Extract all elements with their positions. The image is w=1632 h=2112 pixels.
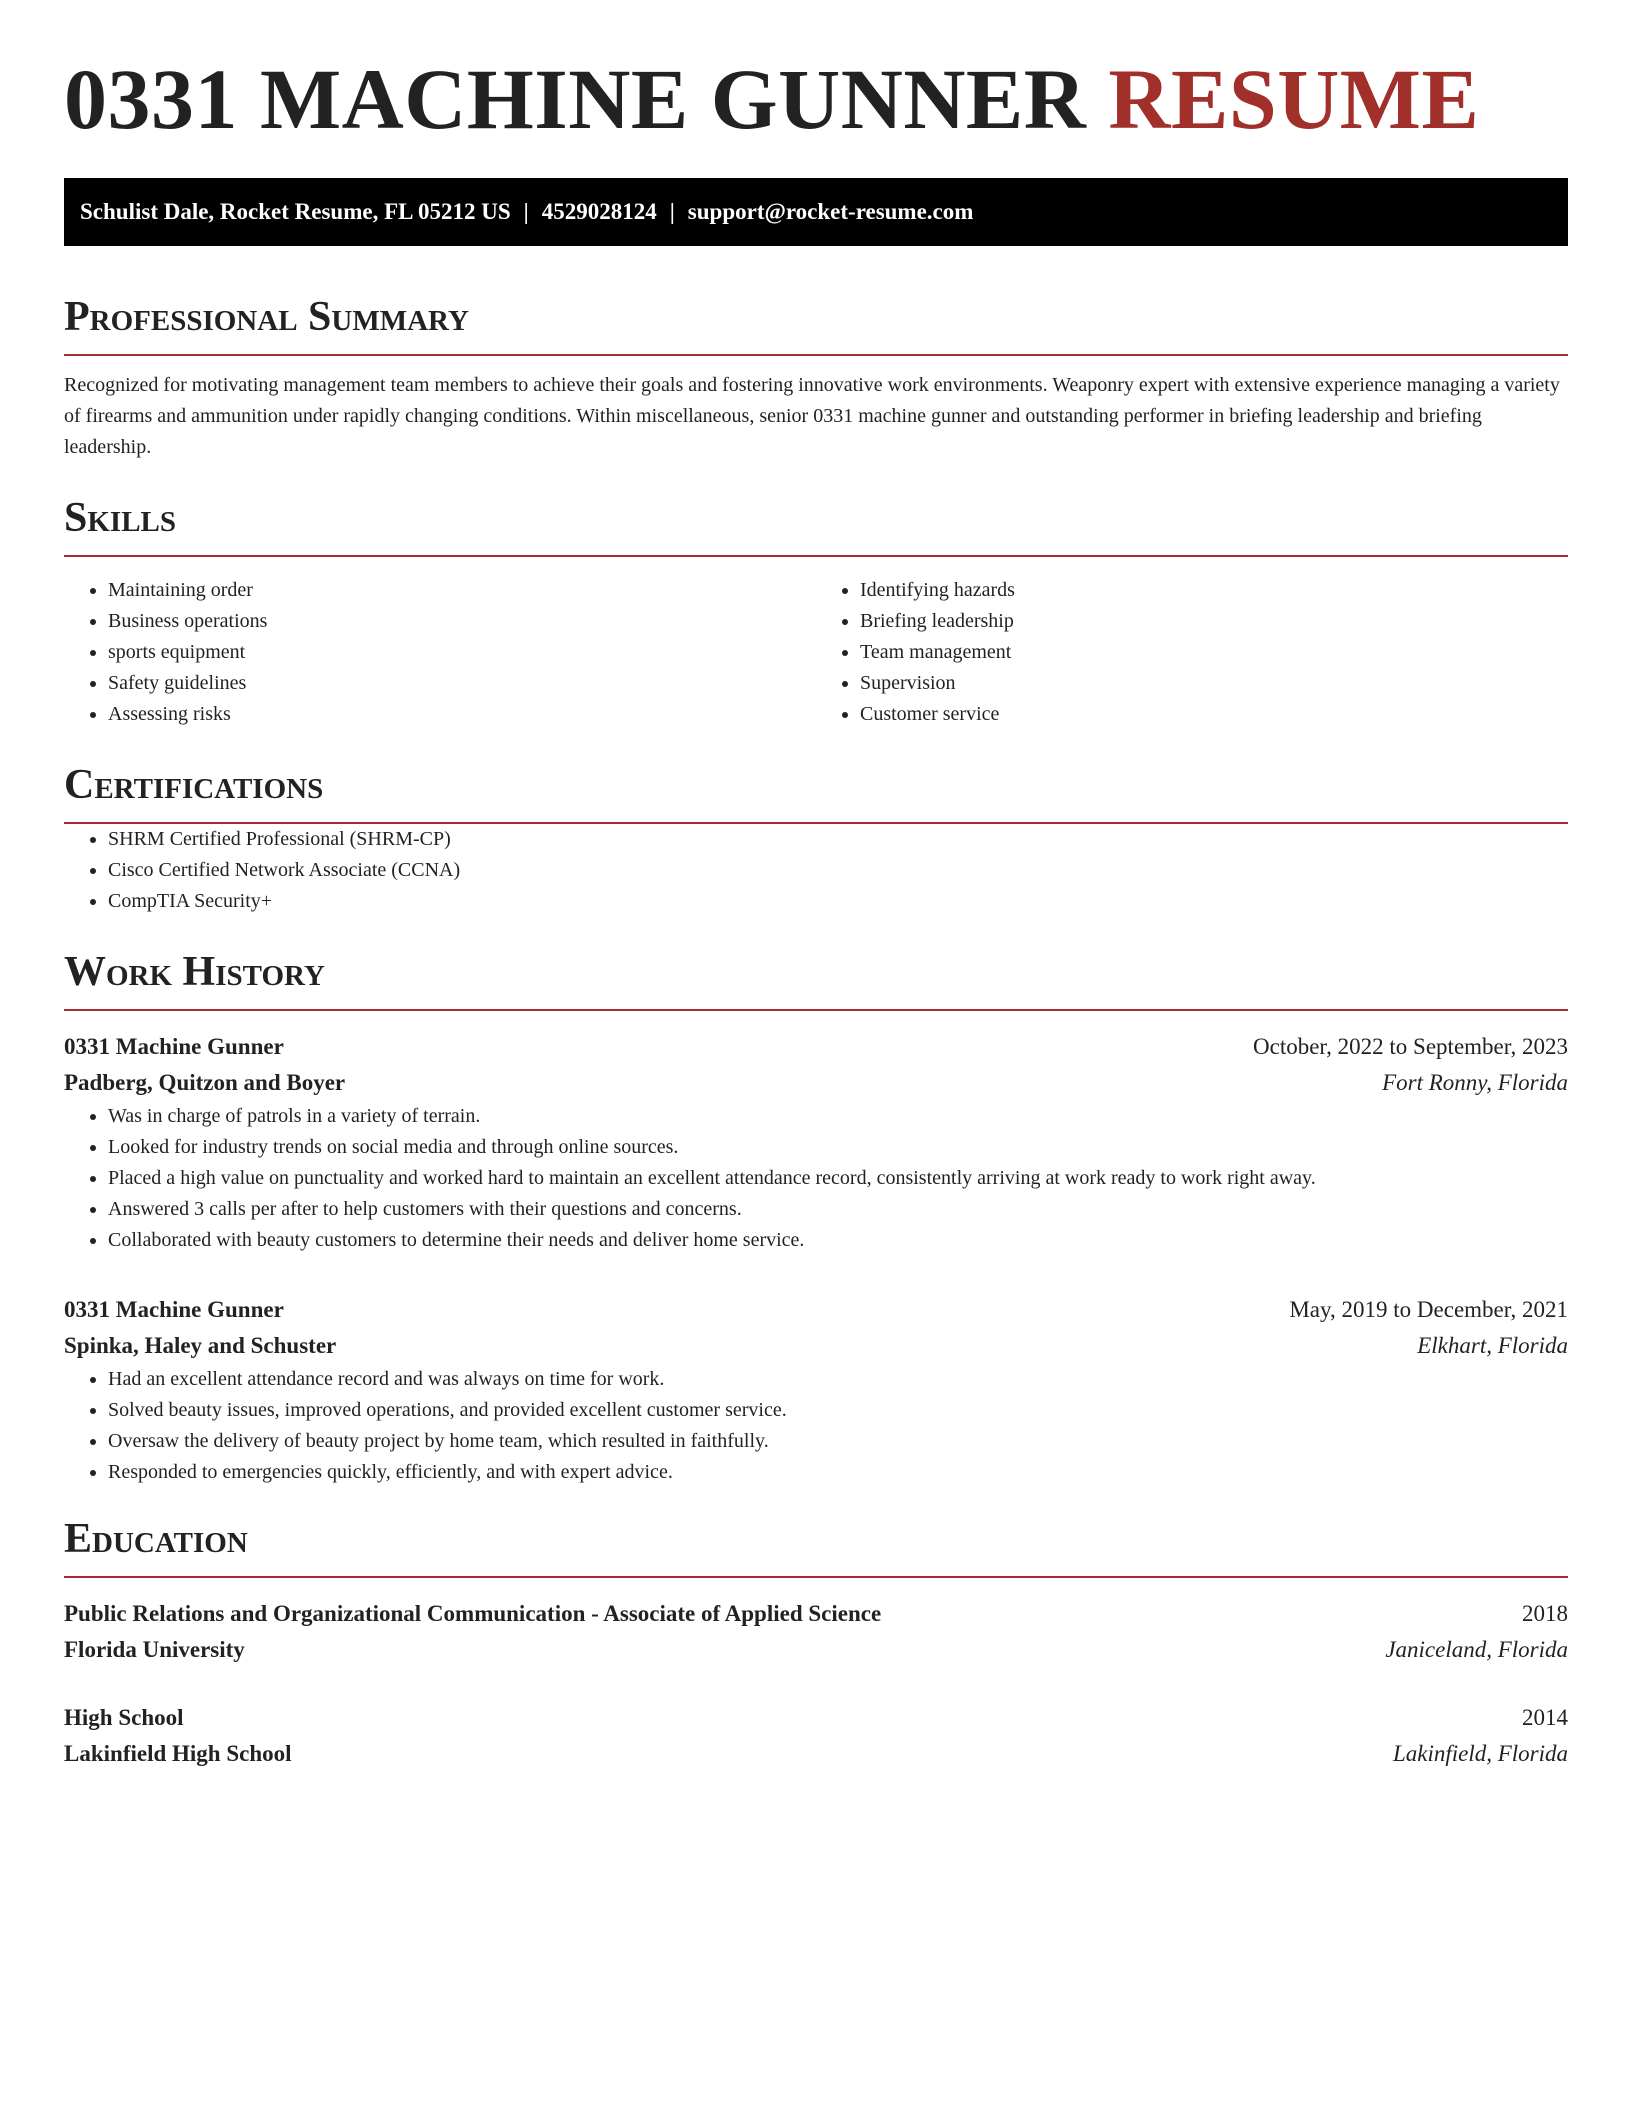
contact-bar [64, 178, 1568, 246]
skill-item: • Customer service [860, 699, 1568, 730]
job-duty: • Responded to emergencies quickly, efficiently, and with expert advice. [108, 1457, 1568, 1488]
education-entry [64, 1596, 1568, 1668]
skill-item: • Assessing risks [108, 699, 816, 730]
skill-item: • Business operations [108, 606, 816, 637]
job-duties-list [64, 1364, 1568, 1488]
contact-address: Schulist Dale, Rocket Resume, FL 05212 US [80, 199, 511, 224]
job-header-row [64, 1292, 1568, 1328]
job-company-row [64, 1065, 1568, 1101]
job-header-row [64, 1029, 1568, 1065]
education-school-row [64, 1736, 1568, 1772]
job-duty: • Looked for industry trends on social media and through online sources. [108, 1132, 1568, 1163]
job-duty: • Was in charge of patrols in a variety of terrain. [108, 1101, 1568, 1132]
education-degree-row [64, 1700, 1568, 1736]
certification-item: • SHRM Certified Professional (SHRM-CP) [108, 824, 1568, 855]
education-year: 2018 [1522, 1601, 1568, 1626]
title-accent: RESUME [1108, 51, 1480, 147]
certifications-heading: Certifications [64, 762, 324, 808]
job-location: Fort Ronny, Florida [1382, 1070, 1568, 1095]
skill-item: • Supervision [860, 668, 1568, 699]
summary-text: Recognized for motivating management team members to achieve their goals and fostering innovative work environments. Weaponry expert with extensive experience managing a variety of firearms and ammunition under rapidly changing conditions. Within miscellaneous, senior 0331 machine gunner and outstanding performer in briefing leadership and briefing leadership. [64, 374, 1560, 458]
job-duty: • Answered 3 calls per after to help customers with their questions and concerns. [108, 1194, 1568, 1225]
job-title: 0331 Machine Gunner [64, 1297, 284, 1322]
certifications-list [64, 824, 1568, 917]
job-duty: • Had an excellent attendance record and was always on time for work. [108, 1364, 1568, 1395]
education-entry [64, 1700, 1568, 1772]
job-location: Elkhart, Florida [1417, 1333, 1568, 1358]
title-main: 0331 MACHINE GUNNER [64, 51, 1087, 147]
resume-title [64, 51, 1568, 147]
skill-item: • Team management [860, 637, 1568, 668]
job-title: 0331 Machine Gunner [64, 1034, 284, 1059]
education-school: Florida University [64, 1637, 245, 1662]
skills-column-right [816, 575, 1568, 730]
section-divider [64, 354, 1568, 356]
skills-heading: Skills [64, 495, 177, 541]
skills-list-left [64, 575, 816, 730]
education-degree: High School [64, 1705, 184, 1730]
education-school: Lakinfield High School [64, 1741, 292, 1766]
job-entry [64, 1292, 1568, 1488]
job-duty: • Placed a high value on punctuality and worked hard to maintain an excellent attendance record, consistently arriving at work ready to work right away. [108, 1163, 1568, 1194]
education-heading: Education [64, 1516, 248, 1562]
summary-heading: Professional Summary [64, 294, 469, 340]
work-history-heading: Work History [64, 949, 325, 995]
education-school-row [64, 1632, 1568, 1668]
contact-phone[interactable]: 4529028124 [541, 199, 657, 224]
contact-separator: | [669, 199, 675, 224]
section-divider [64, 1009, 1568, 1011]
contact-email[interactable]: support@rocket-resume.com [687, 199, 974, 224]
job-duties-list [64, 1101, 1568, 1256]
job-dates: May, 2019 to December, 2021 [1289, 1297, 1568, 1322]
education-location: Lakinfield, Florida [1392, 1741, 1568, 1766]
contact-separator: | [523, 199, 529, 224]
skills-column-left [64, 575, 816, 730]
education-degree: Public Relations and Organizational Communication - Associate of Applied Science [64, 1601, 882, 1626]
skill-item: • Maintaining order [108, 575, 816, 606]
job-dates: October, 2022 to September, 2023 [1253, 1034, 1568, 1059]
education-year: 2014 [1522, 1705, 1568, 1730]
skills-list-right [816, 575, 1568, 730]
skill-item: • sports equipment [108, 637, 816, 668]
section-divider [64, 555, 1568, 557]
skill-item: • Identifying hazards [860, 575, 1568, 606]
certification-item: • Cisco Certified Network Associate (CCNA) [108, 855, 1568, 886]
skills-grid [64, 575, 1568, 730]
certification-item: • CompTIA Security+ [108, 886, 1568, 917]
job-company: Padberg, Quitzon and Boyer [64, 1070, 346, 1095]
skill-item: • Safety guidelines [108, 668, 816, 699]
job-duty: • Collaborated with beauty customers to determine their needs and deliver home service. [108, 1225, 1568, 1256]
education-location: Janiceland, Florida [1385, 1637, 1568, 1662]
job-company: Spinka, Haley and Schuster [64, 1333, 337, 1358]
section-divider [64, 1576, 1568, 1578]
job-entry [64, 1029, 1568, 1256]
job-duty: • Solved beauty issues, improved operations, and provided excellent customer service. [108, 1395, 1568, 1426]
job-duty: • Oversaw the delivery of beauty project by home team, which resulted in faithfully. [108, 1426, 1568, 1457]
education-degree-row [64, 1596, 1568, 1632]
skill-item: • Briefing leadership [860, 606, 1568, 637]
job-company-row [64, 1328, 1568, 1364]
